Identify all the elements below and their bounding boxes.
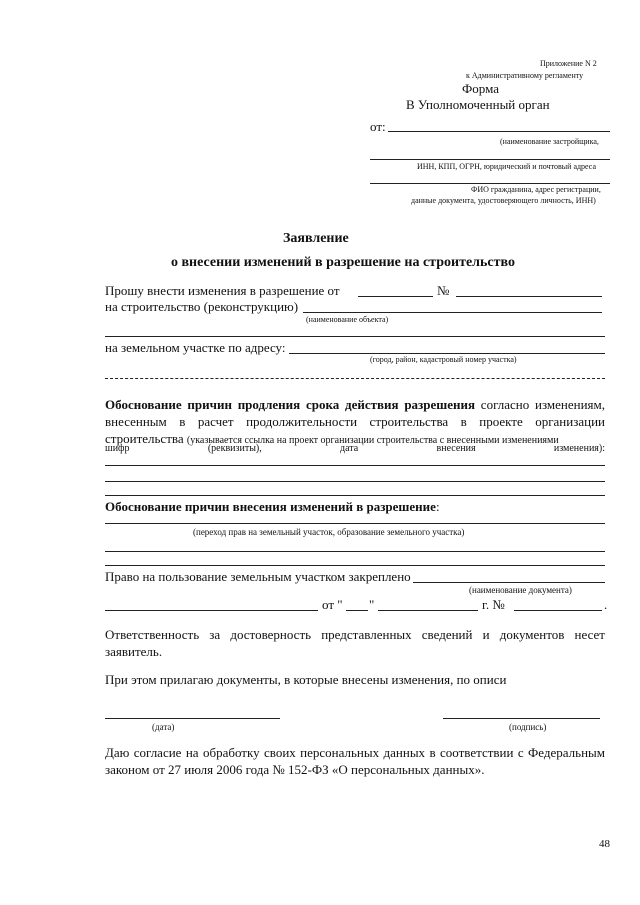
from-word: от " — [322, 597, 343, 612]
year-number-label: г. № — [482, 597, 505, 612]
from-label: от: — [370, 119, 386, 134]
changes-line[interactable] — [105, 523, 605, 524]
address-line[interactable] — [289, 353, 605, 354]
object-line[interactable] — [303, 312, 602, 313]
land-address-label: на земельном участке по адресу: — [105, 340, 286, 355]
month-line[interactable] — [378, 610, 478, 611]
recipient-label: В Уполномоченный орган — [406, 97, 550, 112]
form-label: Форма — [462, 81, 499, 96]
reason-line-4: шифр (реквизиты), дата внесения изменения): — [105, 443, 605, 454]
hint-doc: данные документа, удостоверяющего личность, ИНН) — [411, 196, 596, 205]
doc-line[interactable] — [105, 610, 318, 611]
day-line[interactable] — [346, 610, 368, 611]
hint-transfer: (переход прав на земельный участок, образование земельного участка) — [193, 527, 465, 537]
appendix-label: Приложение N 2 — [540, 59, 597, 68]
consent-2: законом от 27 июля 2006 года № 152-ФЗ «О персональных данных». — [105, 762, 485, 777]
from-line[interactable] — [388, 131, 610, 132]
changes-label — [105, 499, 440, 515]
responsibility-1: Ответственность за достоверность представленных сведений и документов несет — [105, 627, 605, 642]
permit-date-line[interactable] — [358, 296, 433, 297]
hint-doc-name: (наименование документа) — [469, 585, 572, 595]
address-line-2[interactable] — [105, 378, 605, 379]
responsibility-2: заявитель. — [105, 644, 163, 659]
hint-builder: (наименование застройщика, — [500, 137, 599, 146]
reason-line-3b: (указывается ссылка на проект организации строительства с внесенными изменениями — [186, 435, 559, 446]
object-line-2[interactable] — [105, 336, 605, 337]
reason-input-2[interactable] — [105, 481, 605, 482]
attach-text: При этом прилагаю документы, в которые внесены изменения, по описи — [105, 672, 507, 687]
reason-input-3[interactable] — [105, 495, 605, 496]
title-line-1: Заявление — [283, 231, 349, 246]
consent-1: Даю согласие на обработку своих персональных данных в соответствии с Федеральным — [105, 745, 605, 760]
hint-ids: ИНН, КПП, ОГРН, юридический и почтовый адреса — [417, 162, 597, 171]
doc-number-line[interactable] — [514, 610, 602, 611]
fio-line[interactable] — [370, 183, 610, 184]
changes-colon: : — [435, 499, 440, 514]
quote-close: " — [369, 597, 375, 612]
number-sign: № — [437, 283, 450, 298]
hint-address: (город, район, кадастровый номер участка) — [370, 355, 517, 364]
hint-sign: (подпись) — [509, 722, 547, 732]
land-right-label: Право на пользование земельным участком закреплено — [105, 569, 411, 584]
reason-rest: согласно изменениям, — [480, 397, 605, 412]
dot: . — [604, 597, 608, 612]
regulation-label: к Административному регламенту — [466, 71, 584, 80]
reason-line-1 — [105, 397, 605, 413]
reason-line-3a: строительства — [105, 431, 184, 446]
changes-line-3[interactable] — [105, 565, 605, 566]
date-line[interactable] — [105, 718, 280, 719]
ids-line[interactable] — [370, 159, 610, 160]
construction-label: на строительство (реконструкцию) — [105, 299, 299, 314]
hint-date: (дата) — [152, 722, 175, 732]
title-line-2: о внесении изменений в разрешение на строительство — [171, 255, 515, 270]
hint-fio: ФИО гражданина, адрес регистрации, — [471, 185, 601, 194]
permit-number-line[interactable] — [456, 296, 602, 297]
page-number: 48 — [599, 838, 610, 850]
signature-line[interactable] — [443, 718, 600, 719]
land-right-line[interactable] — [413, 582, 605, 583]
reason-input-1[interactable] — [105, 465, 605, 466]
reason-line-2: внесенным в расчет продолжительности строительства в проекте организации — [105, 414, 605, 429]
changes-line-2[interactable] — [105, 551, 605, 552]
request-prefix: Прошу внести изменения в разрешение от — [105, 283, 340, 298]
hint-object: (наименование объекта) — [306, 315, 389, 324]
reason-bold: Обоснование причин продления срока действия разрешения — [105, 397, 476, 412]
changes-bold: Обоснование причин внесения изменений в разрешение — [105, 499, 436, 514]
